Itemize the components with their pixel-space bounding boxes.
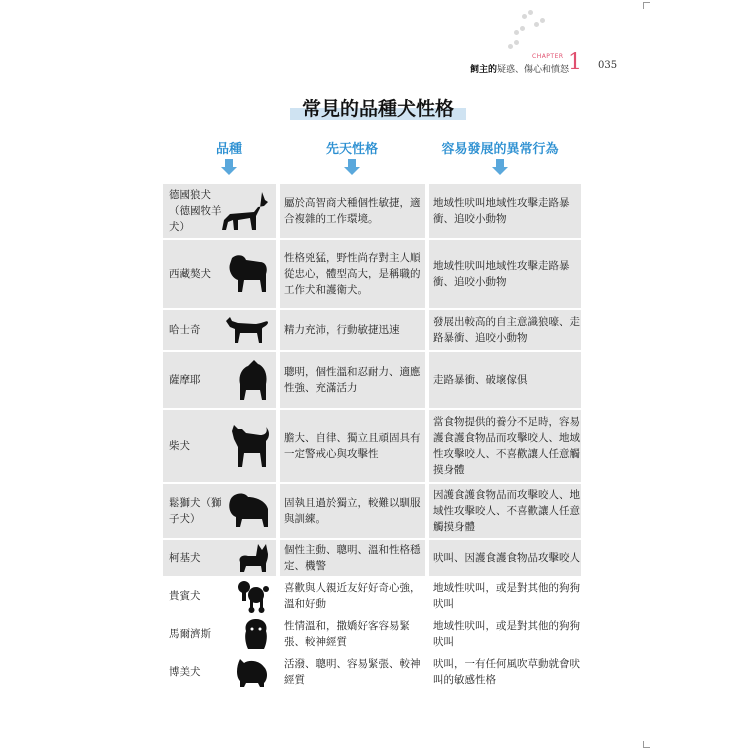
table-row: [163, 310, 581, 350]
shiba-icon: [230, 423, 270, 469]
arrow-down-icon: [492, 159, 508, 175]
maltese-icon: [242, 617, 270, 651]
trait-cell: 個性主動、聰明、溫和性格穩定、機警: [280, 540, 425, 576]
behavior-cell: 地域性吠叫地域性攻擊走路暴衝、追咬小動物: [429, 240, 581, 308]
column-header-trait: 先天性格: [325, 142, 378, 157]
chapter-header: [470, 50, 620, 76]
crop-mark-top: [643, 2, 650, 9]
behavior-cell: 地域性吠叫，或是對其他的狗狗吠叫: [433, 582, 580, 610]
tibetan-mastiff-icon: [226, 252, 270, 296]
table-row: [163, 184, 581, 238]
behavior-cell: 發展出較高的自主意識狼嚎、走路暴衝、追咬小動物: [429, 310, 581, 350]
table-row: [163, 410, 581, 482]
column-header-breed: 品種: [215, 142, 242, 157]
breed-name: 哈士奇: [169, 324, 201, 336]
chapter-word: CHAPTER: [532, 53, 564, 60]
table-row: [163, 240, 581, 308]
trait-cell: 聰明，個性溫和忍耐力、適應性強、充滿活力: [280, 352, 425, 408]
table-row: [163, 352, 581, 408]
page-title: 常見的品種犬性格: [290, 94, 466, 124]
breed-name: 博美犬: [169, 666, 201, 678]
paw-prints-decoration: [500, 8, 560, 58]
behavior-cell: 因護食護食物品而攻擊咬人、地域性攻擊咬人、不喜歡讓人任意觸摸身體: [429, 484, 581, 538]
breed-table: [163, 184, 581, 692]
corgi-icon: [236, 542, 270, 574]
behavior-cell: 地域性吠叫，或是對其他的狗狗吠叫: [433, 620, 580, 648]
husky-icon: [224, 315, 270, 345]
behavior-cell: 當食物提供的養分不足時，容易護食護食物品而攻擊咬人、地域性攻擊咬人、不喜歡讓人任意觸摸身體: [429, 410, 581, 482]
behavior-cell: 吠叫、因護食護食物品攻擊咬人: [429, 540, 581, 576]
breed-name: 貴賓犬: [169, 590, 201, 602]
pomeranian-icon: [234, 655, 270, 689]
table-row: [163, 540, 581, 576]
trait-cell: 性格兇猛，野性尚存對主人順從忠心，體型高大，是稱職的工作犬和護衛犬。: [280, 240, 425, 308]
table-row: [163, 578, 581, 614]
samoyed-icon: [234, 358, 270, 402]
trait-cell: 膽大、自律、獨立且頑固具有一定警戒心與攻擊性: [280, 410, 425, 482]
table-row: [163, 484, 581, 538]
table-row: [163, 654, 581, 690]
breed-name: 德國狼犬（德國牧羊犬）: [169, 189, 222, 233]
chapter-title: 飼主的疑惑、傷心和憤怒: [470, 65, 570, 75]
behavior-cell: 走路暴衝、破壞傢俱: [429, 352, 581, 408]
arrow-down-icon: [344, 159, 360, 175]
breed-name: 西藏獒犬: [169, 268, 211, 280]
chow-chow-icon: [226, 491, 270, 531]
breed-name: 柯基犬: [169, 552, 201, 564]
crop-mark-bottom: [643, 741, 650, 748]
page-number: 035: [598, 60, 618, 71]
trait-cell: 固執且過於獨立，較難以馴服與訓練。: [280, 484, 425, 538]
trait-cell: 屬於高智商犬種個性敏捷，適合複雜的工作環境。: [280, 184, 425, 238]
column-header-behavior: 容易發展的異常行為: [441, 142, 559, 157]
behavior-cell: 地域性吠叫地域性攻擊走路暴衝、追咬小動物: [429, 184, 581, 238]
chapter-number: 1: [568, 50, 582, 75]
trait-cell: 喜歡與人親近友好好奇心強，溫和好動: [284, 582, 421, 610]
breed-name: 薩摩耶: [169, 374, 201, 386]
table-row: [163, 616, 581, 652]
trait-cell: 精力充沛，行動敏捷迅速: [280, 310, 425, 350]
german-shepherd-icon: [220, 190, 270, 232]
behavior-cell: 吠叫，一有任何風吹草動就會吠叫的敏感性格: [433, 658, 580, 686]
trait-cell: 活潑、聰明、容易緊張、較神經質: [284, 658, 421, 686]
arrow-down-icon: [221, 159, 237, 175]
poodle-icon: [236, 579, 270, 613]
breed-name: 鬆獅犬（獅子犬）: [169, 497, 222, 525]
breed-name: 馬爾濟斯: [169, 628, 211, 640]
trait-cell: 性情溫和，撒嬌好客容易緊張、較神經質: [284, 620, 410, 648]
breed-name: 柴犬: [169, 440, 190, 452]
